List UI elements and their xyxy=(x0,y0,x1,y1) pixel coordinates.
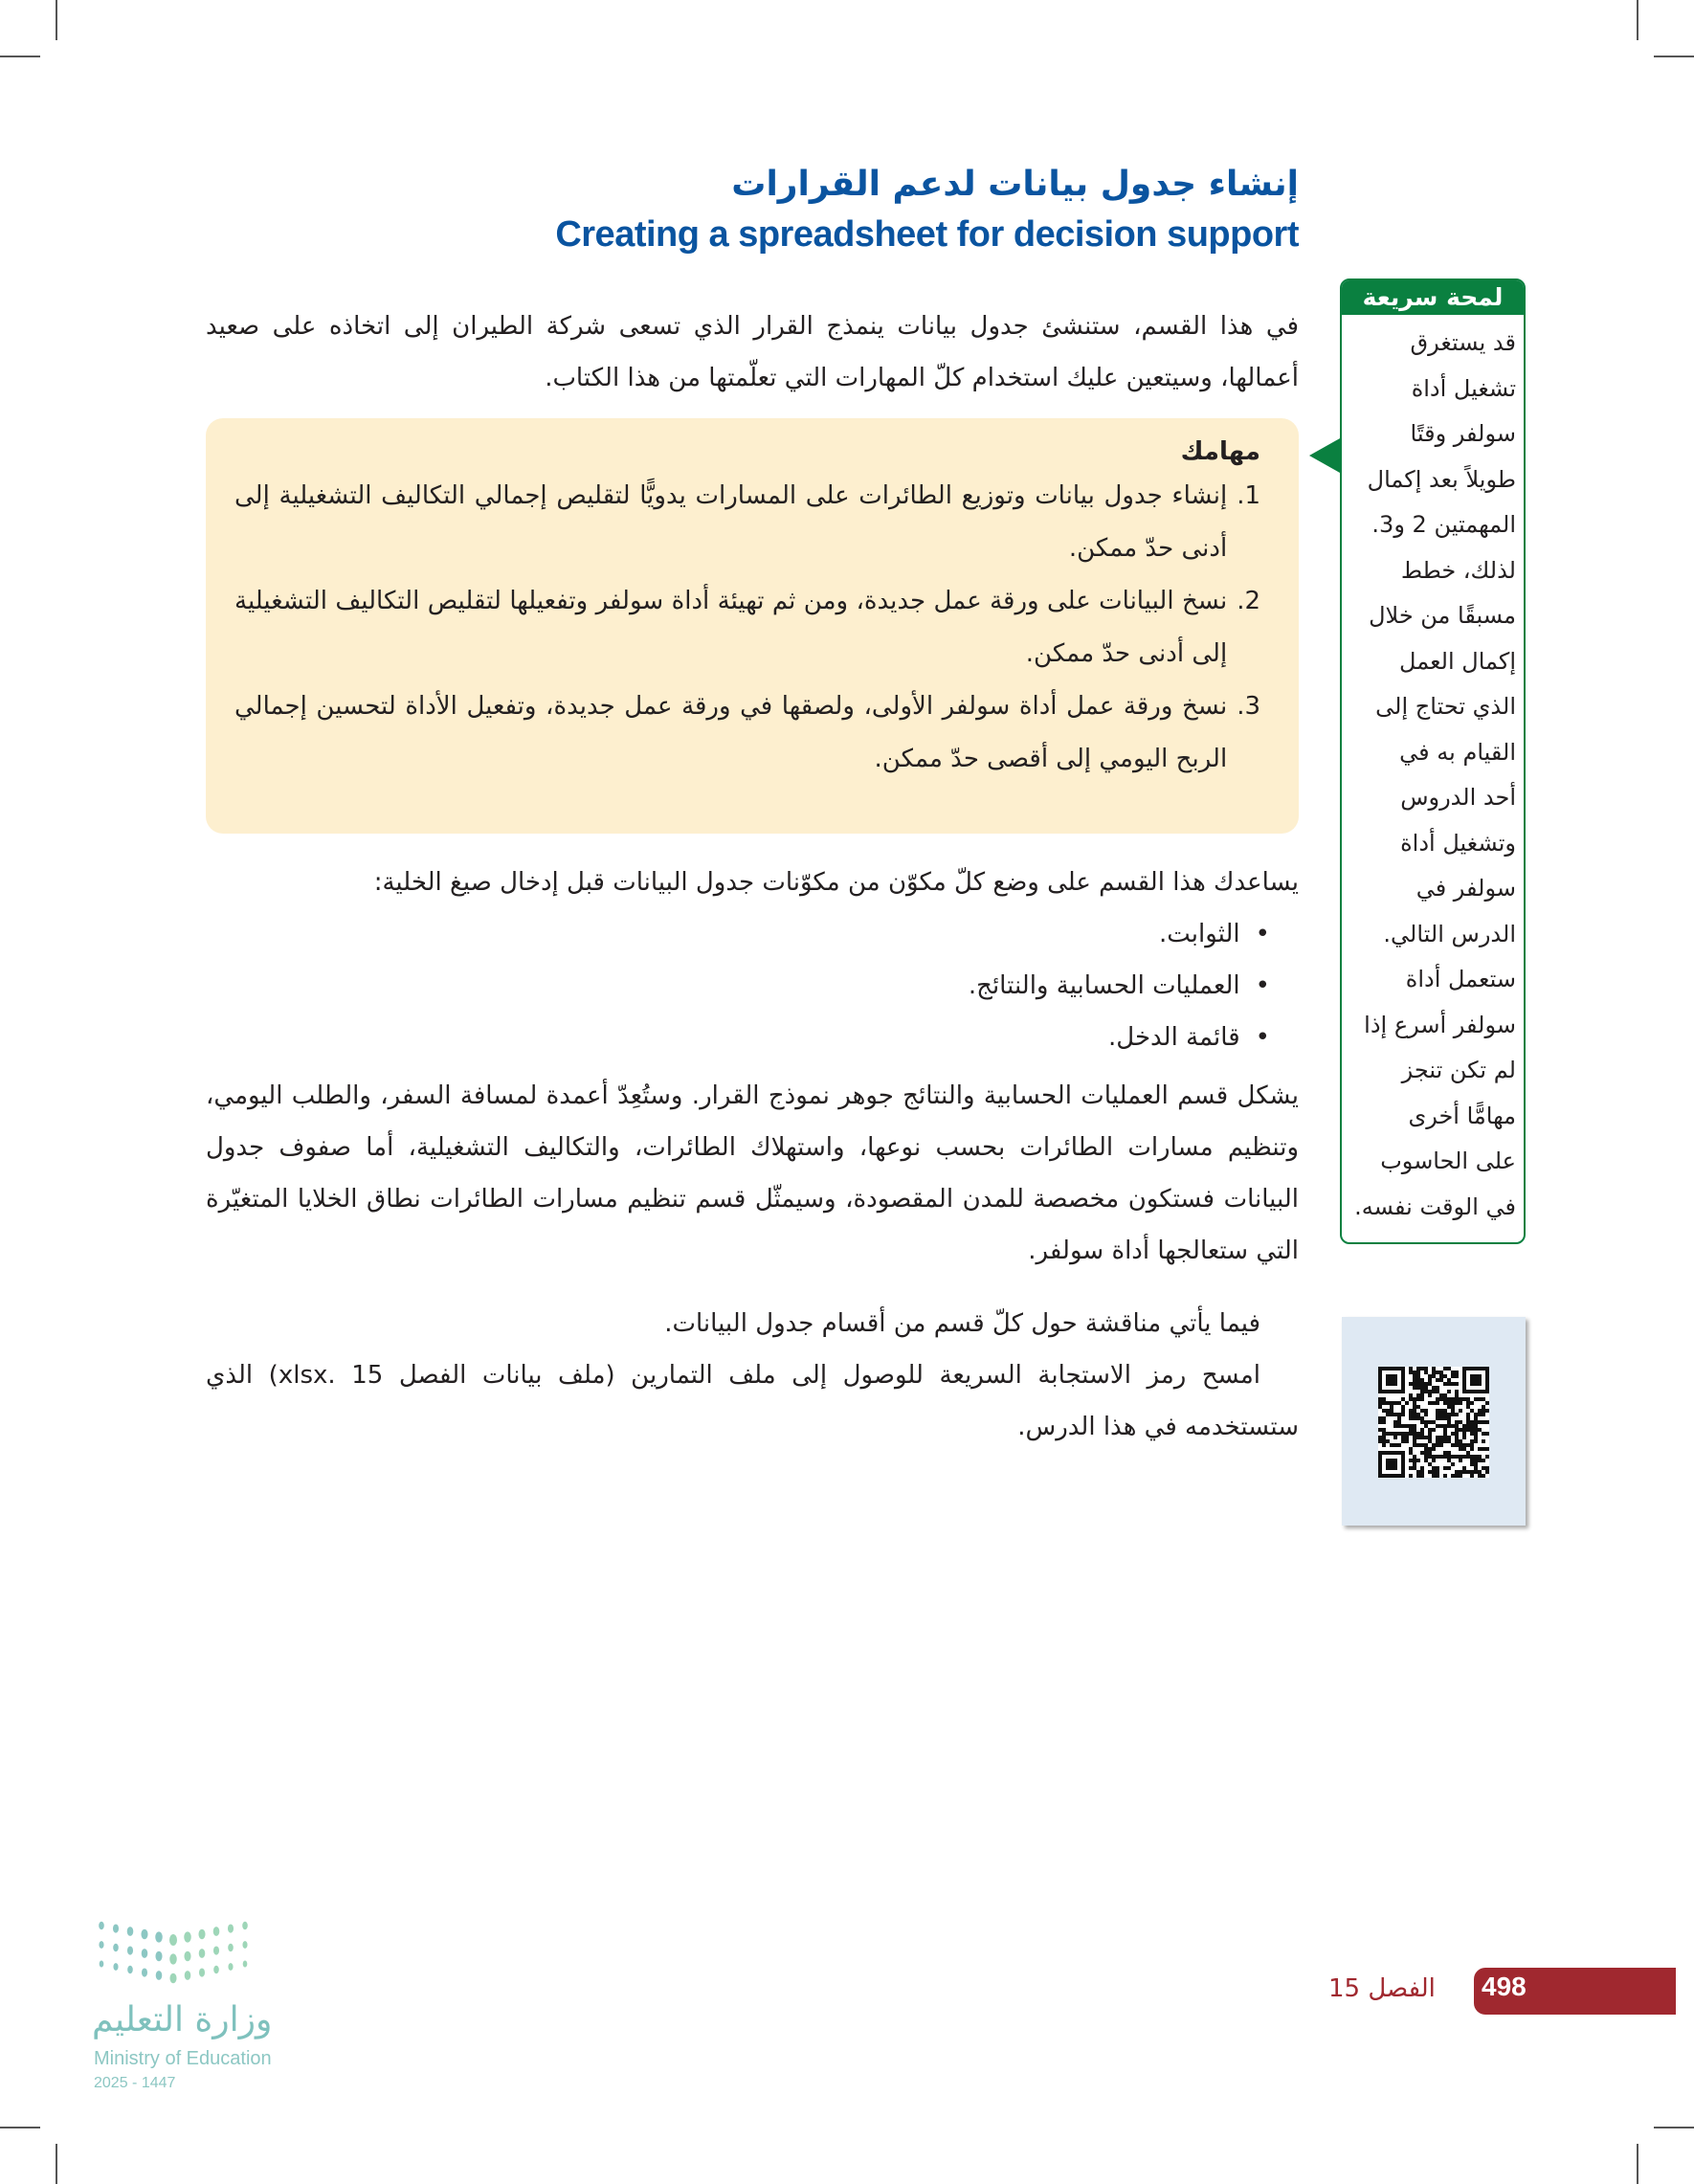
logo-dot xyxy=(127,1966,133,1973)
task-item xyxy=(234,575,1260,680)
logo-dot xyxy=(141,1929,147,1940)
sidebar-line: المهمتين 2 و3. xyxy=(1371,511,1516,538)
logo-dot xyxy=(169,1953,177,1964)
bullet-item: • الثوابت. xyxy=(206,908,1270,960)
logo-dot xyxy=(199,1968,205,1976)
sidebar-line: لم تكن تنجز xyxy=(1401,1057,1516,1083)
tasks-heading: مهامك xyxy=(1180,437,1260,466)
logo-dot xyxy=(156,1971,163,1980)
logo-dot xyxy=(198,1929,205,1940)
sidebar-line: قد يستغرق xyxy=(1410,329,1516,356)
logo-dot xyxy=(142,1968,147,1976)
crop-mark xyxy=(56,2144,57,2184)
logo-dot xyxy=(184,1951,190,1962)
sidebar-line: مهامًّا أخرى xyxy=(1408,1102,1516,1129)
sidebar-line: سولفر وقتًا xyxy=(1410,420,1516,447)
after-block xyxy=(206,1298,1299,1453)
logo-dot xyxy=(213,1946,219,1954)
logo-dot xyxy=(113,1963,118,1971)
sidebar-line: الدرس التالي. xyxy=(1383,920,1516,947)
logo-dot xyxy=(142,1949,148,1958)
core-paragraph: يشكل قسم العمليات الحسابية والنتائج جوهر نموذج القرار. وستُعِدّ أعمدة لمسافة السفر، والطلب اليومي، وتنظيم مسارات الطائرات بحسب نوعها، واستهلاك الطائرات، والتكاليف التشغيلية، أما صفوف جدول البيانات فستكون مخصصة للمدن المقصودة، وسيمثّل قسم تنظيم مسارات الطائرات نطاق الخلايا المتغيّرة التي ستعالجها أداة سولفر. xyxy=(206,1081,1299,1265)
logo-dot xyxy=(242,1941,247,1949)
bullet-item: • قائمة الدخل. xyxy=(206,1012,1270,1063)
sidebar-line: سولفر أسرع إذا xyxy=(1364,1011,1516,1038)
logo-text-english: Ministry of Education xyxy=(94,2048,272,2069)
sidebar-line: ستعمل أداة xyxy=(1405,966,1516,992)
logo-dot xyxy=(228,1963,233,1971)
logo-dot xyxy=(155,1931,163,1942)
logo-dot xyxy=(228,1944,234,1951)
page-title-english: Creating a spreadsheet for decision support xyxy=(555,214,1299,255)
crop-mark xyxy=(1654,56,1694,57)
quick-tip-sidebar xyxy=(1340,279,1526,1244)
logo-dot xyxy=(242,1922,248,1929)
logo-year: 2025 - 1447 xyxy=(94,2075,176,2091)
task-number: 3. xyxy=(1237,692,1260,721)
sections-lead: يساعدك هذا القسم على وضع كلّ مكوّن من مكوّنات جدول البيانات قبل إدخال صيغ الخلية: xyxy=(373,868,1299,897)
task-text: نسخ ورقة عمل أداة سولفر الأولى، ولصقها في ورقة عمل جديدة، وتفعيل الأداة لتحسين إجمالي الربح اليومي إلى أقصى حدّ ممكن. xyxy=(234,692,1228,773)
logo-dot xyxy=(228,1924,234,1932)
sidebar-line: الذي تحتاج إلى xyxy=(1375,693,1516,720)
logo-dot xyxy=(113,1924,119,1932)
logo-dot xyxy=(99,1922,104,1929)
sidebar-line: لذلك، خطط xyxy=(1400,556,1516,584)
logo-dot xyxy=(100,1961,104,1968)
logo-dot xyxy=(213,1966,219,1973)
task-number: 2. xyxy=(1237,587,1260,615)
task-number: 1. xyxy=(1237,481,1260,510)
tasks-list xyxy=(234,470,1260,786)
sidebar-line: القيام به في xyxy=(1399,738,1516,766)
logo-dot xyxy=(169,1934,177,1946)
task-text: إنشاء جدول بيانات وتوزيع الطائرات على المسارات يدويًّا لتقليص إجمالي التكاليف التشغيلية إلى أدنى حدّ ممكن. xyxy=(234,481,1228,563)
chapter-label: الفصل 15 xyxy=(1328,1974,1436,2003)
logo-dot xyxy=(127,1946,133,1954)
logo-dot xyxy=(127,1927,134,1936)
logo-dot xyxy=(199,1949,206,1958)
logo-dot xyxy=(184,1931,191,1942)
logo-dot xyxy=(99,1941,103,1949)
logo-dot xyxy=(155,1951,162,1962)
sidebar-line: أحد الدروس xyxy=(1400,784,1516,811)
task-item xyxy=(234,680,1260,786)
crop-mark xyxy=(1637,2144,1638,2184)
crop-mark xyxy=(0,56,40,57)
tasks-box xyxy=(206,418,1299,834)
sidebar-line: إكمال العمل xyxy=(1399,647,1516,675)
logo-dot xyxy=(113,1944,119,1951)
logo-dot xyxy=(169,1973,176,1984)
sidebar-heading: لمحة سريعة xyxy=(1342,280,1524,315)
sidebar-line: سولفر في xyxy=(1415,875,1516,902)
task-item xyxy=(234,470,1260,575)
sidebar-line: تشغيل أداة xyxy=(1411,374,1516,402)
crop-mark xyxy=(56,0,57,40)
sections-list xyxy=(206,908,1299,1063)
sidebar-line: على الحاسوب xyxy=(1380,1148,1516,1174)
discussion-line: فيما يأتي مناقشة حول كلّ قسم من أقسام جدول البيانات. xyxy=(664,1309,1260,1338)
logo-dot xyxy=(213,1927,220,1936)
logo-text-arabic: وزارة التعليم xyxy=(92,2000,273,2039)
qr-instruction: امسح رمز الاستجابة السريعة للوصول إلى ملف التمارين (ملف بيانات الفصل 15 .xlsx) الذي ستستخدمه في هذا الدرس. xyxy=(206,1361,1299,1441)
sidebar-line: في الوقت نفسه. xyxy=(1354,1192,1516,1220)
intro-paragraph: في هذا القسم، ستنشئ جدول بيانات ينمذج القرار الذي تسعى شركة الطيران إلى اتخاذه على صعيد أعمالها، وسيتعين عليك استخدام كلّ المهارات التي تعلّمتها من هذا الكتاب. xyxy=(206,312,1299,392)
crop-mark xyxy=(1654,2127,1694,2128)
sections-block xyxy=(206,857,1299,1063)
page-number: 498 xyxy=(1482,1972,1527,2001)
sidebar-body xyxy=(1342,315,1524,1230)
sidebar-line: طويلاً بعد إكمال xyxy=(1367,465,1516,493)
ministry-logo-icon xyxy=(94,1918,285,1995)
logo-dot xyxy=(185,1971,191,1980)
qr-code-icon[interactable] xyxy=(1378,1367,1489,1478)
logo-dot xyxy=(243,1961,248,1968)
bullet-item: • العمليات الحسابية والنتائج. xyxy=(206,960,1270,1012)
crop-mark xyxy=(0,2127,40,2128)
sidebar-line: مسبقًا من خلال xyxy=(1369,602,1516,629)
sidebar-line: وتشغيل أداة xyxy=(1400,829,1516,857)
task-text: نسخ البيانات على ورقة عمل جديدة، ومن ثم تهيئة أداة سولفر وتفعيلها لتقليص التكاليف التشغيلية إلى أدنى حدّ ممكن. xyxy=(234,587,1228,668)
page-title-arabic: إنشاء جدول بيانات لدعم القرارات xyxy=(731,165,1299,204)
crop-mark xyxy=(1637,0,1638,40)
pointer-arrow-icon xyxy=(1309,438,1340,473)
